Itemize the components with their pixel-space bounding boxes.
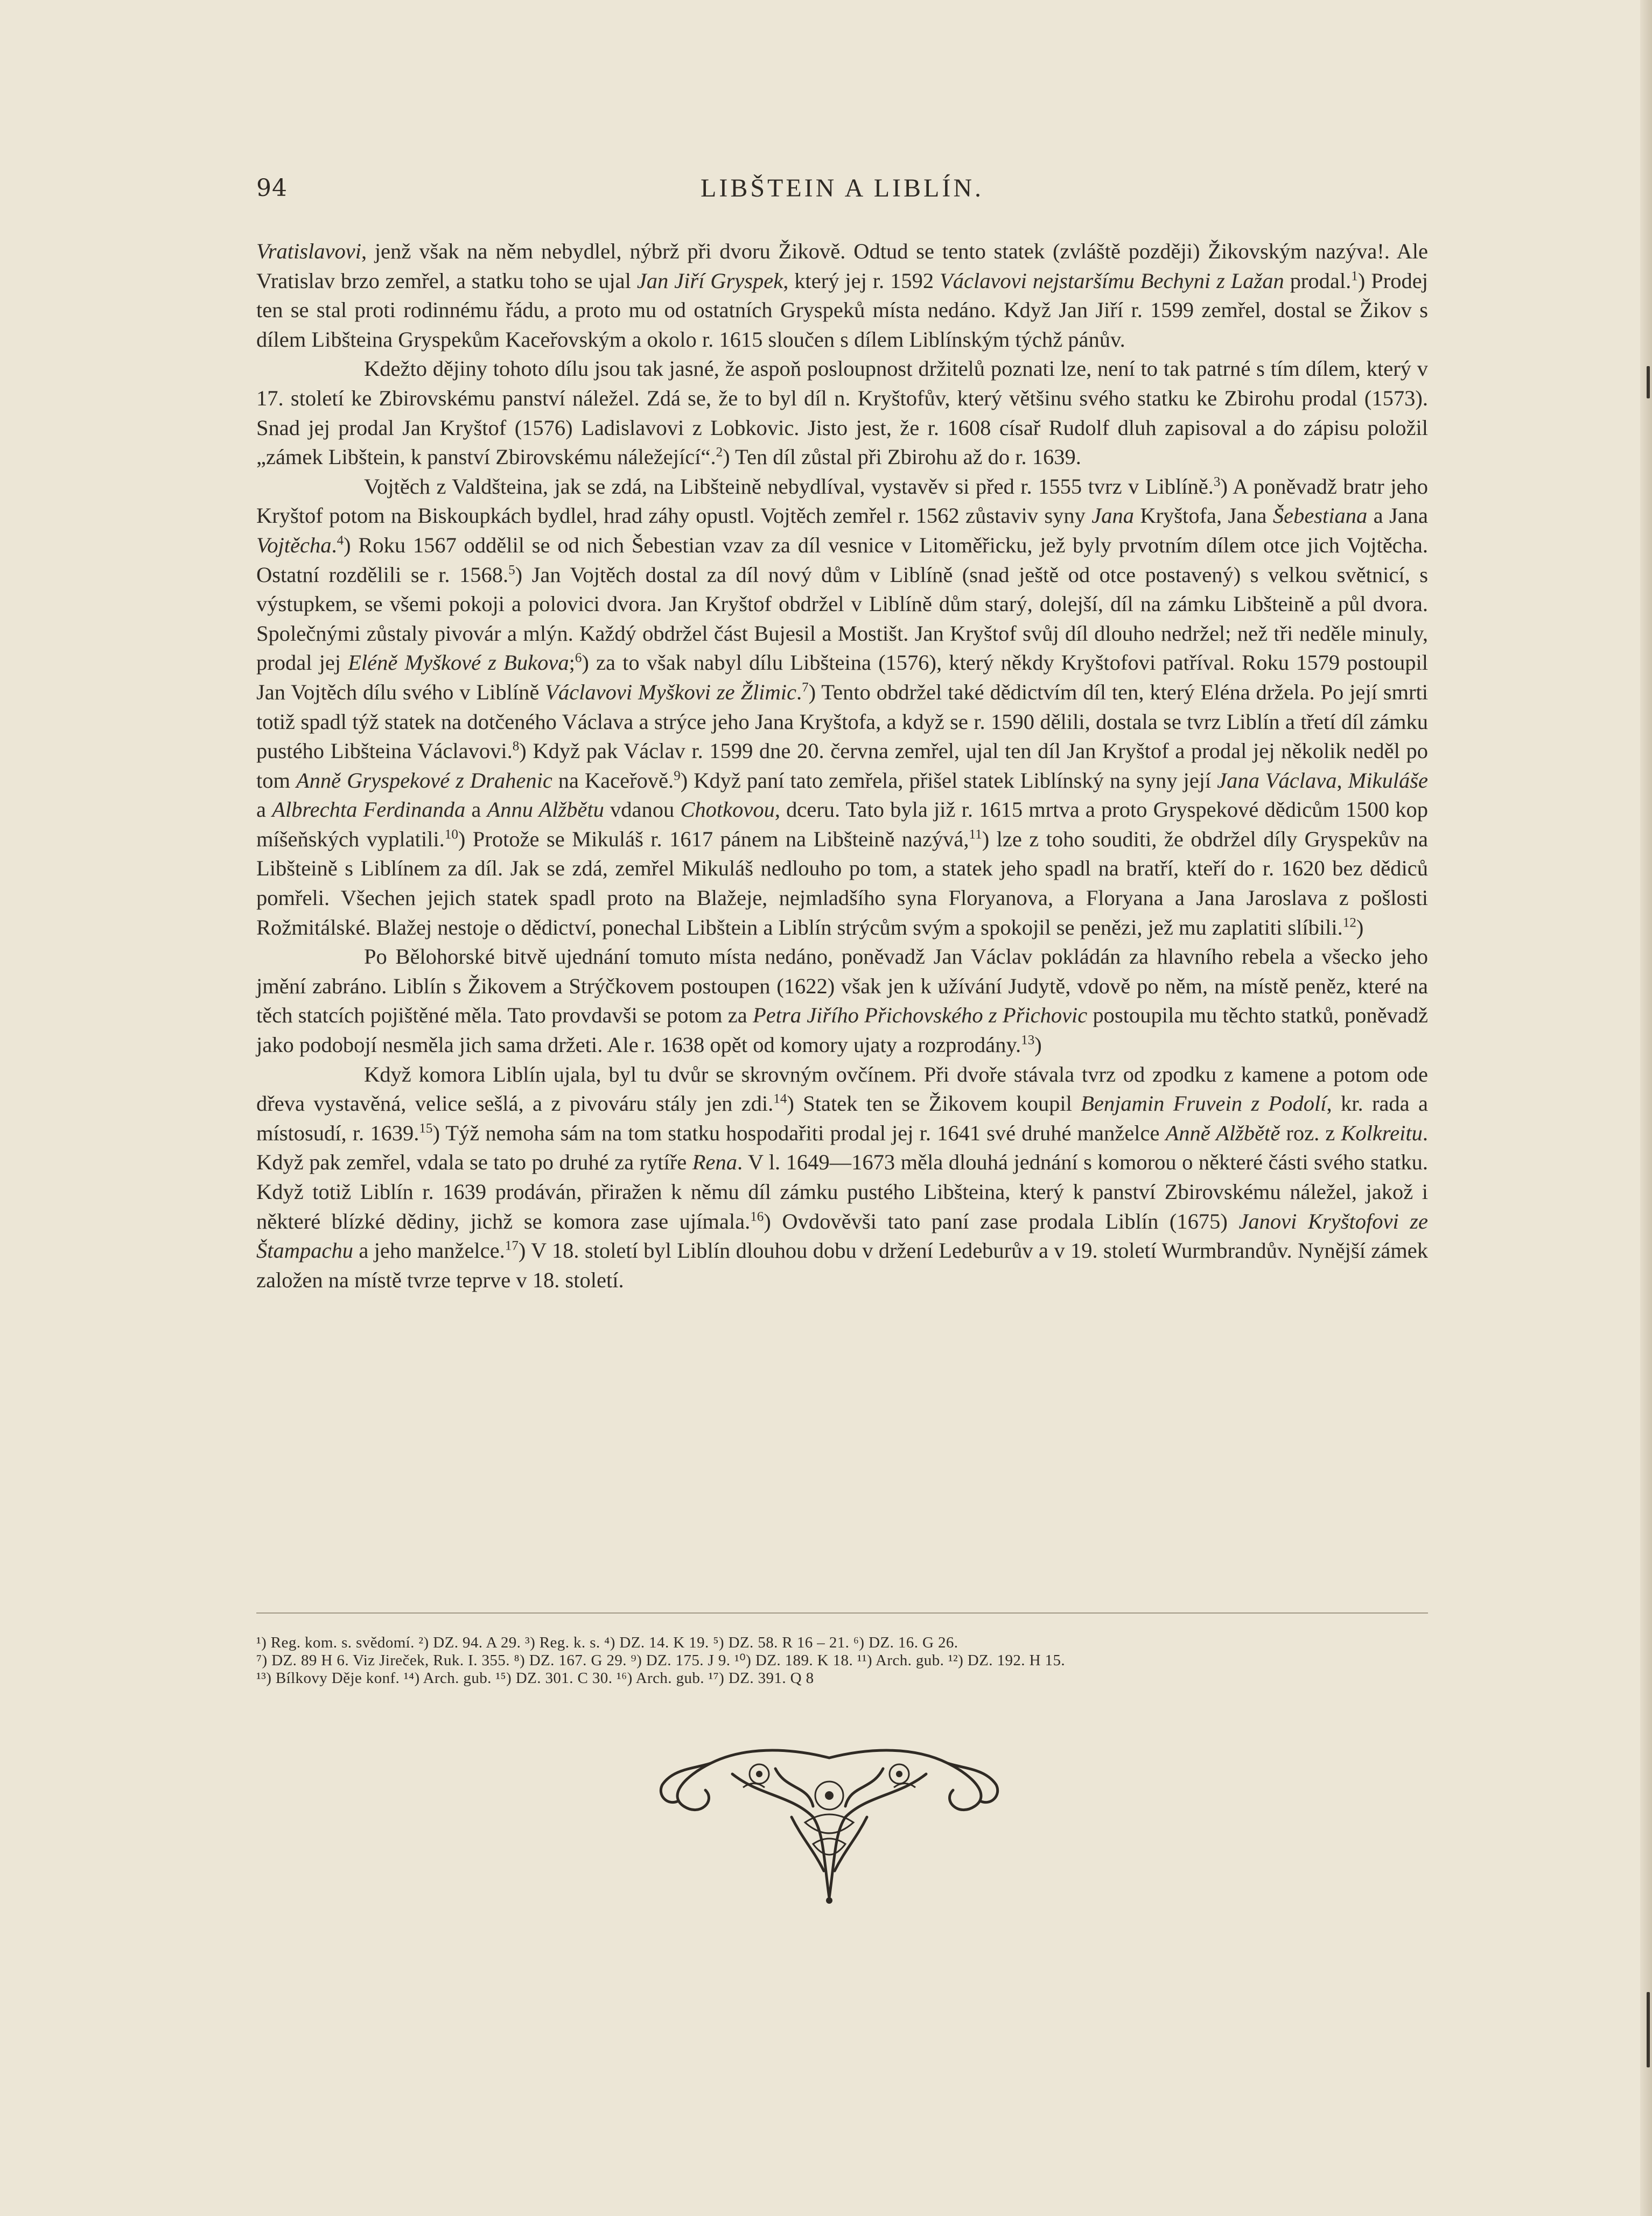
edge-mark (1647, 366, 1650, 398)
footnote-marker: 1 (1351, 269, 1358, 284)
italic-name: Anně Alžbětě (1165, 1120, 1280, 1145)
footnote-marker: 9 (674, 768, 681, 783)
footnote-marker: 2 (716, 445, 723, 460)
body-paragraph (256, 942, 1428, 1060)
text-run: , kr. rada a místosudí, r. 1639. (256, 1091, 1428, 1145)
italic-name: Václavovi nejstaršímu Bechyni z Lažan (939, 268, 1284, 293)
text-run: postoupila mu těchto statků, poněvadž jako podobojí nesměla jich sama držeti. Ale r. 1638 opět od komory ujaty a rozprodány. (256, 1003, 1428, 1057)
italic-name: Vratislavovi (256, 239, 361, 263)
text-run: ) A poněvadž bratr jeho Kryštof potom na Biskoupkách bydlel, hrad záhy opustl. Vojtěch zemřel r. 1562 zůstaviv syny (256, 474, 1429, 528)
text-run: ) za to však nabyl dílu Libšteina (1576), který někdy Kryštofovi patříval. Roku 1579 postoupil Jan Vojtěch dílu svého v Liblíně (256, 650, 1429, 704)
text-run: roz. z (1280, 1120, 1341, 1145)
text-run: , dceru. Tato byla již r. 1615 mrtva a proto Gryspekové dědicům 1500 kop míšeňských vyplatili. (256, 797, 1428, 851)
italic-name: Albrechta Ferdinanda (272, 797, 466, 822)
footnote-marker: 6 (575, 650, 582, 665)
italic-name: Jana (1091, 503, 1134, 528)
text-run: ) Ovdověvši tato paní zase prodala Liblín (1675) (764, 1209, 1239, 1233)
italic-name: Benjamin Fruvein z Podolí (1081, 1091, 1327, 1116)
footnote-marker: 3 (1213, 474, 1221, 489)
italic-name: Anně Gryspekové z Drahenic (296, 768, 552, 793)
text-run: Když komora Liblín ujala, byl tu dvůr se skrovným ovčínem. Při dvoře stávala tvrz od zpodku z kamene a potom ode dřeva vystavěná, velice sešlá, a z pivováru stály jen zdi. (256, 1062, 1428, 1116)
italic-name: Rena (692, 1150, 737, 1175)
footnote-marker: 15 (419, 1121, 433, 1136)
text-run: a jeho manželce. (353, 1238, 505, 1263)
text-run: ) (1034, 1033, 1042, 1057)
italic-name: Šebestiana (1272, 503, 1368, 528)
text-run: , který jej r. 1592 (783, 268, 940, 293)
text-run: a (465, 797, 487, 822)
text-run: Kdežto dějiny tohoto dílu jsou tak jasné, že aspoň posloupnost držitelů poznati lze, není to tak patrné s tím dílem, který v 17. století ke Zbirovskému panství náležel. Zdá se, že to byl díl n. Kryštofův, který většinu svého statku ke Zbirohu prodal (1573). Snad jej prodal Jan Kryštof (1576) Ladislavovi z Lobkovic. Jisto jest, že r. 1608 císař Rudolf dluh zapisoval a do zápisu položil „zámek Libštein, k panství Zbirovskému náležející“. (256, 356, 1428, 469)
footnote-marker: 14 (773, 1091, 787, 1106)
text-run: . (331, 532, 337, 557)
footnote-marker: 16 (750, 1209, 764, 1224)
text-run: ) Statek ten se Žikovem koupil (787, 1091, 1081, 1116)
italic-name: Eléně Myškové z Bukova (348, 650, 569, 675)
text-run: na Kaceřově. (552, 768, 674, 793)
text-run: ) (1356, 915, 1364, 939)
edge-mark (1647, 1992, 1650, 2067)
text-run: ) Prodej ten se stal proti rodinnému řádu, a proto mu od ostatních Gryspeků místa nedáno. Když Jan Jiří r. 1599 zemřel, dostal se Žikov s dílem Libšteina Gryspekům Kaceřovským a okolo r. 1615 sloučen s dílem Liblínským týchž pánův. (256, 268, 1428, 352)
text-run: ) lze z toho souditi, že obdržel díly Gryspekův na Libšteině s Liblínem za díl. Jak se zdá, zemřel Mikuláš nedlouho po tom, a statek jeho spadl na bratří, kteří do r. 1620 bez dědiců pomřeli. Všechen jejich statek spadl proto na Blažeje, nejmladšího syna Floryanova, a Floryana a Jana Jaroslava z pošlosti Rožmitálské. Blažej nestoje o dědictví, ponechal Libštein a Liblín strýcům svým a spokojil se penězi, jež mu zaplatiti slíbili. (256, 826, 1429, 939)
text-run: , (1336, 768, 1348, 793)
text-run: a (256, 797, 272, 822)
text-run: ) Jan Vojtěch dostal za díl nový dům v Liblíně (snad ještě od otce postavený) s velkou světnicí, s výstupkem, se všemi pokoji a polovici dvora. Jan Kryštof obdržel v Liblíně dům starý, dolejší, díl na zámku Libšteině a půl dvora. Společnými zůstaly pivovár a mlýn. Každý obdržel část Bujesil a Mostišt. Jan Kryštof svůj díl dlouho nedržel; než tři neděle minuly, prodal jej (256, 562, 1428, 675)
text-run: prodal. (1284, 268, 1352, 293)
text-run: Vojtěch z Valdšteina, jak se zdá, na Libšteině nebydlíval, vystavěv si před r. 1555 tvrz v Liblíně. (364, 474, 1214, 499)
footnote-marker: 8 (512, 739, 520, 754)
italic-name: Mikuláše (1348, 768, 1428, 793)
text-run: ) Roku 1567 oddělil se od nich Šebestian vzav za díl vesnice v Litoměřicku, jež byly prvotním dílem otce jich Vojtěcha. Ostatní rozdělili se r. 1568. (256, 532, 1428, 587)
footnotes (256, 1634, 1428, 1687)
italic-name: Petra Jiřího Přichovského z Přichovic (752, 1003, 1088, 1028)
footnote-marker: 5 (508, 563, 515, 578)
text-run: Po Bělohorské bitvě ujednání tomuto místa nedáno, poněvadž Jan Václav pokládán za hlavního rebela a všecko jeho jmění zabráno. Liblín s Žikovem a Strýčkovem postoupen (1622) však jen k užívání Judytě, vdově po něm, na místě peněz, které na těch statcích pojištěné měla. Tato provdavši se potom za (256, 944, 1428, 1028)
text-run: . (796, 679, 802, 704)
footnote-rule (256, 1612, 1428, 1614)
body-paragraph (256, 354, 1428, 472)
italic-name: Jan Jiří Gryspek (636, 268, 783, 293)
footnote-line: ¹) Reg. kom. s. svědomí. ²) DZ. 94. A 29. ³) Reg. k. s. ⁴) DZ. 14. K 19. ⁵) DZ. 58. R 16 – 21. ⁶) DZ. 16. G 26. (256, 1634, 958, 1651)
italic-name: Janovi Kryštofovi ze Štampachu (256, 1209, 1429, 1263)
italic-name: Václavovi Myškovi ze Žlimic (545, 679, 796, 704)
body-text (256, 237, 1428, 1295)
footnote-marker: 11 (969, 827, 982, 842)
italic-name: Chotkovou (680, 797, 775, 822)
italic-name: Annu Alžbětu (487, 797, 604, 822)
text-run: ) Protože se Mikuláš r. 1617 pánem na Libšteině nazývá, (458, 826, 969, 851)
footnote-marker: 13 (1021, 1033, 1035, 1048)
footnote-marker: 10 (444, 827, 458, 842)
page-edge (1640, 0, 1652, 2216)
footnote-marker: 12 (1342, 915, 1356, 930)
footnote-line: ⁷) DZ. 89 H 6. Viz Jireček, Ruk. I. 355. ⁸) DZ. 167. G 29. ⁹) DZ. 175. J 9. ¹⁰) DZ. 189. K 18. ¹¹) Arch. gub. ¹²) DZ. 192. H 15. (256, 1652, 1066, 1669)
body-paragraph (256, 472, 1428, 943)
italic-name: Vojtěcha (256, 532, 332, 557)
text-run: . V l. 1649—1673 měla dlouhá jednání s komorou o některé části svého statku. Když totiž Liblín r. 1639 prodáván, přiražen k němu díl zámku pustého Libšteina, který k panství Zbirovskému náležel, jakož i některé blízké dědiny, jichž se komora zase ujímala. (256, 1150, 1428, 1233)
decorative-ornament-icon (652, 1736, 1007, 1909)
footnote-marker: 7 (802, 680, 809, 695)
footnote-marker: 4 (337, 533, 344, 548)
text-run: . Když pak zemřel, vdala se tato po druhé za rytíře (256, 1120, 1428, 1175)
text-run: ) Když pak Václav r. 1599 dne 20. června zemřel, ujal ten díl Jan Kryštof a prodal jej několik neděl po tom (256, 739, 1428, 793)
text-run: Kryštofa, Jana (1133, 503, 1273, 528)
text-run: ) Ten díl zůstal při Zbirohu až do r. 1639. (723, 445, 1081, 469)
body-paragraph (256, 237, 1428, 354)
text-run: , jenž však na něm nebydlel, nýbrž při dvoru Žikově. Odtud se tento statek (zvláště později) Žikovským nazýva!. Ale Vratislav brzo zemřel, a statku toho se ujal (256, 239, 1428, 293)
text-run: ) Týž nemoha sám na tom statku hospodařiti prodal jej r. 1641 své druhé manželce (432, 1120, 1166, 1145)
running-title: LIBŠTEIN A LIBLÍN. (701, 174, 984, 202)
text-run: ) Když paní tato zemřela, přišel statek Liblínský na syny její (680, 768, 1217, 793)
italic-name: Kolkreitu (1341, 1120, 1423, 1145)
text-run: a Jana (1367, 503, 1428, 528)
footnote-line: ¹³) Bílkovy Děje konf. ¹⁴) Arch. gub. ¹⁵) DZ. 301. C 30. ¹⁶) Arch. gub. ¹⁷) DZ. 391. Q 8 (256, 1670, 814, 1687)
text-run: ) V 18. století byl Liblín dlouhou dobu v držení Ledeburův a v 19. století Wurmbrandův. Nynější zámek založen na místě tvrze teprve v 18. století. (256, 1238, 1428, 1292)
italic-name: Jana Václava (1217, 768, 1337, 793)
text-run: ) Tento obdržel také dědictvím díl ten, který Eléna držela. Po její smrti totiž spadl týž statek na dotčeného Václava a strýce jeho Jana Kryštofa, a když se r. 1590 dělili, dostala se tvrz Liblín a třetí díl zámku pustého Libšteina Václavovi. (256, 679, 1428, 763)
page-number: 94 (256, 174, 288, 202)
body-paragraph (256, 1060, 1428, 1295)
page-header (256, 171, 1428, 214)
text-run: ; (569, 650, 575, 675)
footnote-marker: 17 (505, 1238, 519, 1253)
text-run: vdanou (604, 797, 681, 822)
